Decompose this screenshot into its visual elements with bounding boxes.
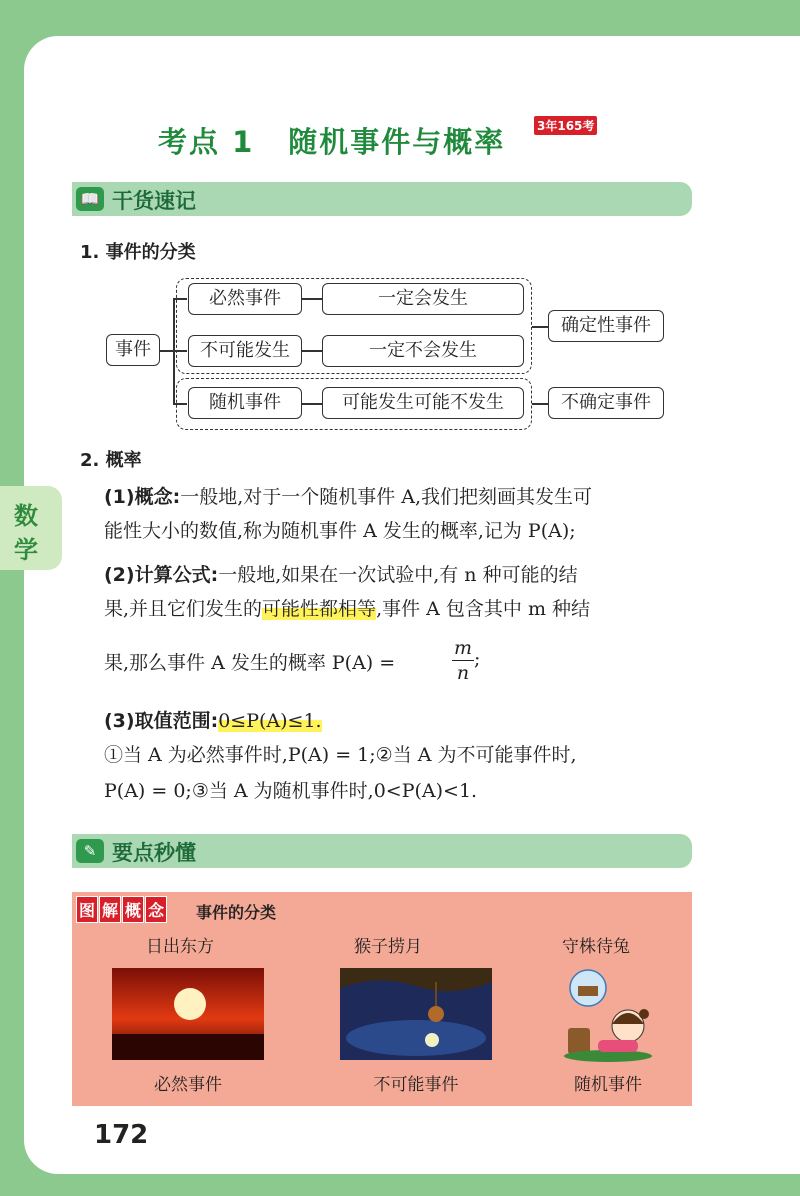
pencil-paper-icon: ✎	[76, 839, 104, 863]
category-box: 必然事件	[188, 283, 302, 315]
connector	[160, 350, 174, 352]
illustration-panel	[72, 892, 692, 1106]
item-heading: 2. 概率	[80, 450, 142, 471]
side-tab-char: 学	[14, 536, 38, 564]
illustration-caption: 守株待兔	[562, 937, 630, 957]
highlighted-text: 可能性都相等	[262, 598, 377, 620]
title-point: 考点 1	[158, 125, 255, 159]
group-label-box: 确定性事件	[548, 310, 664, 342]
paragraph-line: ①当 A 为必然事件时,P(A) = 1;②当 A 为不可能事件时,	[104, 744, 577, 766]
connector	[532, 403, 548, 405]
illustration-caption: 日出东方	[146, 937, 214, 957]
page-title	[158, 120, 505, 161]
highlighted-text: 0≤P(A)≤1.	[218, 710, 322, 732]
fraction-numerator: m	[454, 637, 473, 659]
tag-char: 解	[99, 896, 121, 923]
connector	[302, 298, 322, 300]
paragraph-text: ,事件 A 包含其中 m 种结	[376, 598, 590, 620]
paragraph-line: P(A) = 0;③当 A 为随机事件时,0<P(A)<1.	[104, 780, 478, 802]
connector	[173, 403, 187, 405]
category-box: 随机事件	[188, 387, 302, 419]
illustration-caption: 猴子捞月	[354, 937, 422, 957]
connector	[302, 403, 322, 405]
sunrise-image	[112, 968, 264, 1060]
section-label: 干货速记	[112, 189, 196, 213]
waiting-rabbit-illustration	[560, 968, 656, 1064]
paragraph-line: 果,那么事件 A 发生的概率 P(A) =	[104, 652, 396, 674]
tag-char: 概	[122, 896, 144, 923]
concept-label: (1)概念:	[104, 486, 181, 508]
exam-frequency-badge: 3年165考	[534, 116, 597, 135]
section-bar-notes	[72, 182, 692, 216]
description-box: 一定不会发生	[322, 335, 524, 367]
paragraph-line	[104, 594, 590, 621]
semicolon: ;	[474, 648, 481, 670]
concept-tag	[76, 896, 167, 923]
connector	[302, 350, 322, 352]
connector	[532, 326, 548, 328]
connector	[173, 350, 187, 352]
probability-fraction	[452, 636, 474, 685]
paragraph-line: 能性大小的数值,称为随机事件 A 发生的概率,记为 P(A);	[104, 520, 576, 542]
diagram-root: 事件	[106, 334, 160, 366]
paragraph-text: 一般地,如果在一次试验中,有 n 种可能的结	[218, 564, 578, 586]
monkey-moon-image	[340, 968, 492, 1060]
paragraph-line	[104, 482, 592, 509]
section-bar-explain	[72, 834, 692, 868]
group-label-box: 不确定事件	[548, 387, 664, 419]
item-heading: 1. 事件的分类	[80, 242, 196, 263]
connector	[173, 298, 187, 300]
illustration-caption: 随机事件	[574, 1075, 642, 1095]
illustration-caption: 不可能事件	[373, 1075, 459, 1095]
paragraph-text: 果,并且它们发生的	[104, 598, 263, 620]
title-topic: 随机事件与概率	[288, 125, 506, 159]
paragraph-line	[104, 560, 578, 587]
tag-char: 图	[76, 896, 98, 923]
panel-title: 事件的分类	[196, 903, 277, 922]
section-label: 要点秒懂	[112, 841, 196, 865]
tag-char: 念	[145, 896, 167, 923]
subject-side-tab[interactable]	[0, 486, 62, 570]
side-tab-char: 数	[14, 502, 38, 530]
page-number: 172	[94, 1120, 149, 1150]
category-box: 不可能发生	[188, 335, 302, 367]
description-box: 可能发生可能不发生	[322, 387, 524, 419]
formula-label: (2)计算公式:	[104, 564, 219, 586]
range-label: (3)取值范围:	[104, 710, 219, 732]
illustration-caption: 必然事件	[154, 1075, 222, 1095]
book-icon: 📖	[76, 187, 104, 211]
paragraph-line	[104, 706, 322, 733]
fraction-denominator: n	[456, 662, 470, 684]
paragraph-text: 一般地,对于一个随机事件 A,我们把刻画其发生可	[180, 486, 593, 508]
description-box: 一定会发生	[322, 283, 524, 315]
